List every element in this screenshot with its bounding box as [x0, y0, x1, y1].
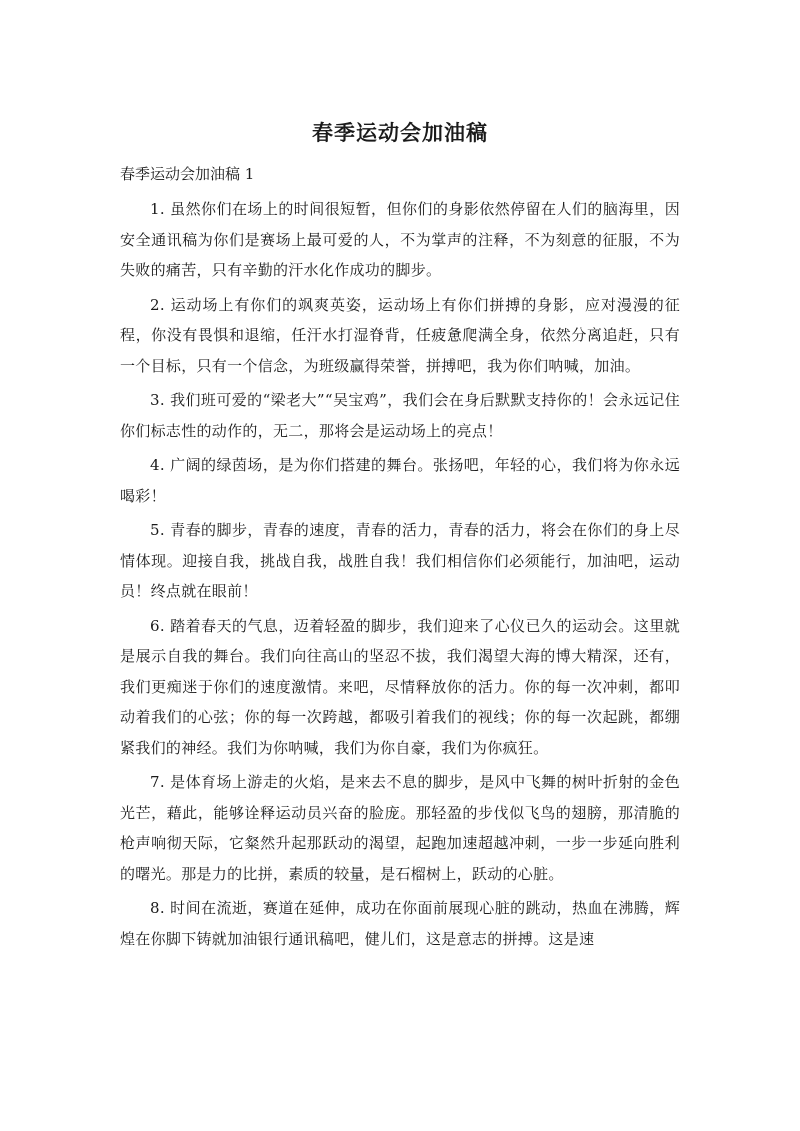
paragraph-8: 8. 时间在流逝，赛道在延伸，成功在你面前展现心脏的跳动，热血在沸腾，辉煌在你脚下铸就加油银行通讯稿吧，健儿们，这是意志的拼搏。这是速 [120, 899, 680, 948]
document-body [120, 194, 680, 958]
paragraph-7: 7. 是体育场上游走的火焰，是来去不息的脚步，是风中飞舞的树叶折射的金色光芒，藉此，能够诠释运动员兴奋的脸庞。那轻盈的步伐似飞鸟的翅膀，那清脆的枪声响彻天际，它粲然升起那跃动的渴望，起跑加速超越冲刺，一步一步延向胜利的曙光。那是力的比拼，素质的较量，是石榴树上，跃动的心脏。 [120, 773, 680, 883]
document-title: 春季运动会加油稿 [312, 121, 488, 145]
paragraph-5: 5. 青春的脚步，青春的速度，青春的活力，青春的活力，将会在你们的身上尽情体现。迎接自我，挑战自我，战胜自我！我们相信你们必须能行，加油吧，运动员！终点就在眼前！ [120, 521, 680, 600]
paragraph-3: 3. 我们班可爱的“梁老大”“吴宝鸡”，我们会在身后默默支持你的！会永远记住你们标志性的动作的，无二，那将会是运动场上的亮点！ [120, 391, 680, 440]
paragraph-2: 2. 运动场上有你们的飒爽英姿，运动场上有你们拼搏的身影，应对漫漫的征程，你没有畏惧和退缩，任汗水打湿脊背，任疲惫爬满全身，依然分离追赶，只有一个目标，只有一个信念，为班级赢得荣誉，拼搏吧，我为你们呐喊，加油。 [120, 295, 680, 375]
paragraph-1: 1. 虽然你们在场上的时间很短暂，但你们的身影依然停留在人们的脑海里，因安全通讯稿为你们是赛场上最可爱的人，不为掌声的注释，不为刻意的征服，不为失败的痛苦，只有辛勤的汗水化作成功的脚步。 [120, 200, 680, 279]
document-subtitle: 春季运动会加油稿 1 [120, 165, 255, 183]
paragraph-4: 4. 广阔的绿茵场，是为你们搭建的舞台。张扬吧，年轻的心，我们将为你永远喝彩！ [120, 456, 680, 505]
paragraph-6: 6. 踏着春天的气息，迈着轻盈的脚步，我们迎来了心仪已久的运动会。这里就是展示自我的舞台。我们向往高山的坚忍不拔，我们渴望大海的博大精深，还有，我们更痴迷于你们的速度激情。来吧，尽情释放你的活力。你的每一次冲刺，都叩动着我们的心弦；你的每一次跨越，都吸引着我们的视线；你的每一次起跳，都绷紧我们的神经。我们为你呐喊，我们为你自豪，我们为你疯狂。 [120, 616, 680, 757]
